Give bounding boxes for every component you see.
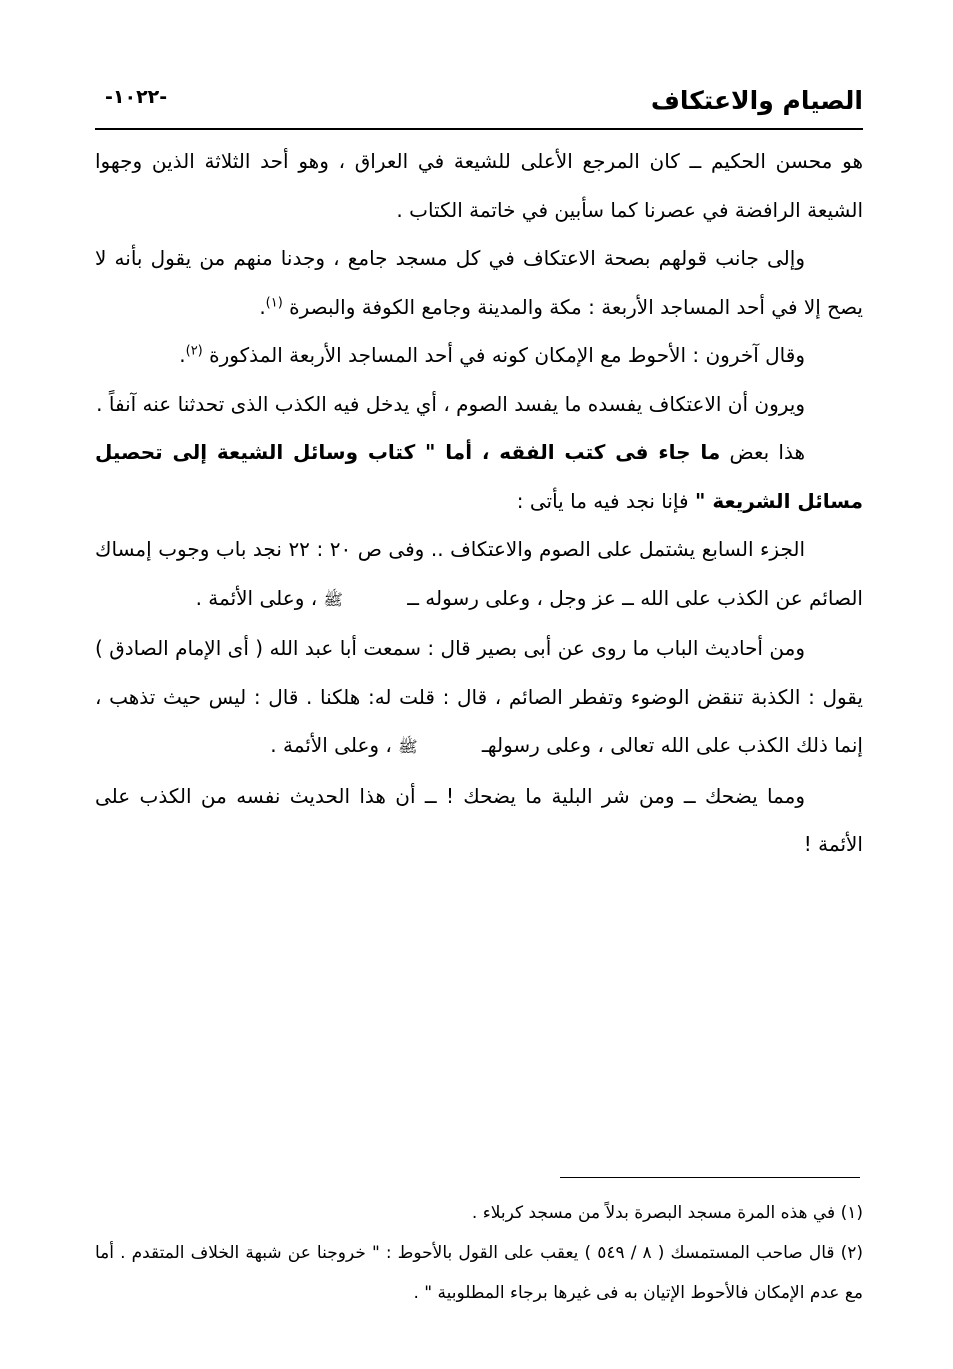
footnote-ref-2: (٢)	[185, 343, 203, 359]
footnotes	[95, 1193, 863, 1313]
page-number: -١٠٢٢-	[105, 86, 168, 108]
paragraph-1: هو محسن الحكيم ــ كان المرجع الأعلى للشيعة في العراق ، وهو أحد الثلاثة الذين وجهوا الشيعة الرافضة في عصرنا كما سأبين في خاتمة الكتاب .	[95, 149, 863, 222]
footnote-2: (٢) قال صاحب المستمسك ( ٨ / ٥٤٩ ) يعقب على القول بالأحوط : " خروجنا عن شبهة الخلاف المتقدم . أما مع عدم الإمكان فالأحوط الإتيان به فى غيرها برجاء المطلوبية " .	[95, 1243, 864, 1303]
page-header	[95, 80, 863, 130]
salawat-seal-icon: ﷺ	[323, 589, 343, 609]
paragraph-8: ومما يضحك ــ ومن شر البلية ما يضحك ! ــ أن هذا الحديث نفسه من الكذب على الأئمة !	[95, 783, 863, 856]
paragraph-6: الجزء السابع يشتمل على الصوم والاعتكاف .. وفى ص ٢٠ : ٢٢ نجد باب وجوب إمساك الصائم عن الكذب على الله ــ عز وجل ، وعلى رسوله ــ ﷺ ، وعلى الأئمة .	[95, 525, 863, 624]
salawat-seal-icon: ﷺ	[398, 737, 418, 756]
body-text	[95, 137, 863, 869]
footnote-divider	[560, 1177, 860, 1178]
running-title: الصيام والاعتكاف	[650, 86, 863, 115]
footnote-ref-1: (١)	[265, 294, 283, 310]
paragraph-5: هذا بعض ما جاء فى كتب الفقه ، أما " كتاب وسائل الشيعة إلى تحصيل مسائل الشريعة " فإنا نجد فيه ما يأتى :	[95, 440, 863, 513]
book-title-bold: ما جاء فى كتب الفقه ، أما " كتاب وسائل الشيعة إلى تحصيل مسائل الشريعة "	[95, 440, 863, 513]
paragraph-2: وإلى جانب قولهم بصحة الاعتكاف في كل مسجد جامع ، وجدنا منهم من يقول بأنه لا يصح إلا في أحد المساجد الأربعة : مكة والمدينة وجامع الكوفة والبصرة $^{(١)}$.	[95, 246, 863, 319]
paragraph-7: ومن أحاديث الباب ما روى عن أبى بصير قال : سمعت أبا عبد الله ( أى الإمام الصادق ) يقول : الكذبة تنقض الوضوء وتفطر الصائم ، قال : قلت له: هلكنا . قال : ليس حيث تذهب ، إنما ذلك الكذب على الله تعالى ، وعلى رسولهـ ﷺ ، وعلى الأئمة .	[95, 624, 863, 772]
footnote-1: (١) في هذه المرة مسجد البصرة بدلاً من مسجد كربلاء .	[471, 1203, 863, 1223]
paragraph-3: وقال آخرون : الأحوط مع الإمكان كونه في أحد المساجد الأربعة المذكورة $^{(٢)}$.	[179, 343, 805, 367]
paragraph-4: ويرون أن الاعتكاف يفسده ما يفسد الصوم ، أي يدخل فيه الكذب الذى تحدثنا عنه آنفاً .	[96, 391, 805, 416]
